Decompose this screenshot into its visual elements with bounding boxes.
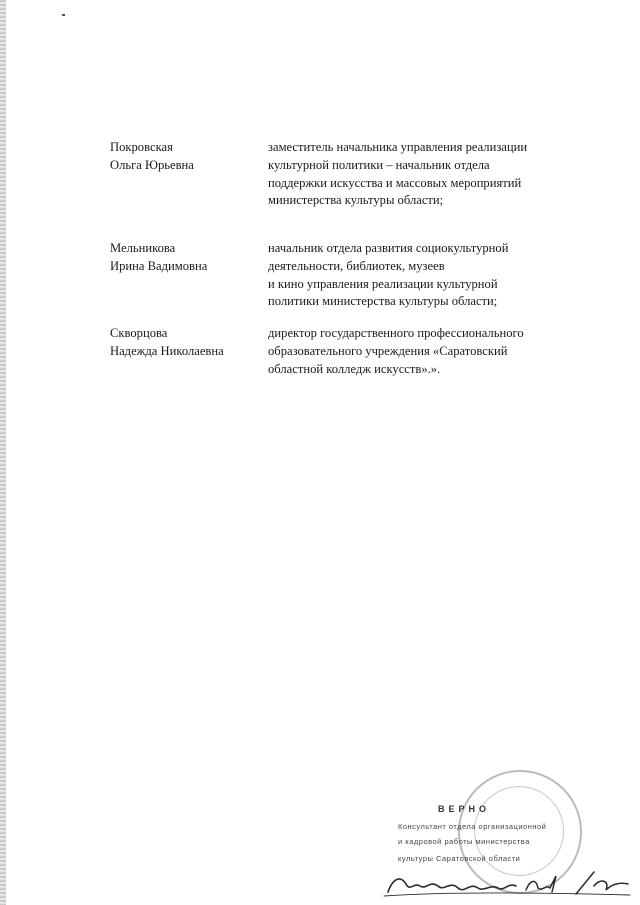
position-line: деятельности, библиотек, музеев: [268, 258, 445, 273]
given-name: Ирина Вадимовна: [110, 258, 208, 273]
scan-edge: [0, 0, 6, 905]
surname: Покровская: [110, 140, 173, 154]
surname: Мельникова: [110, 241, 176, 255]
position-line: и кино управления реализации культурной: [268, 276, 498, 291]
scan-speck: [62, 14, 65, 16]
member-name: [110, 240, 265, 276]
given-name: Надежда Николаевна: [110, 343, 224, 358]
certification-title: ВЕРНО: [438, 804, 491, 814]
member-position: [268, 139, 588, 210]
position-line: поддержки искусства и массовых мероприятий: [268, 175, 522, 190]
certification-line: и кадровой работы министерства: [398, 837, 530, 846]
position-line: директор государственного профессионального: [268, 326, 524, 340]
position-line: министерства культуры области;: [268, 193, 444, 208]
position-line: заместитель начальника управления реализации: [268, 140, 528, 154]
certification-block: [380, 770, 635, 900]
handwritten-signature: [380, 862, 635, 900]
position-line: культурной политики – начальник отдела: [268, 157, 490, 172]
member-position: [268, 325, 588, 378]
position-line: политики министерства культуры области;: [268, 294, 498, 309]
member-name: [110, 139, 265, 175]
position-line: областной колледж искусств».».: [268, 361, 441, 376]
given-name: Ольга Юрьевна: [110, 157, 194, 172]
member-name: [110, 325, 265, 361]
certification-line: Консультант отдела организационной: [398, 822, 547, 831]
certification-line: культуры Саратовской области: [398, 854, 521, 863]
position-line: образовательного учреждения «Саратовский: [268, 343, 508, 358]
position-line: начальник отдела развития социокультурной: [268, 241, 509, 255]
surname: Скворцова: [110, 326, 168, 340]
member-position: [268, 240, 588, 311]
